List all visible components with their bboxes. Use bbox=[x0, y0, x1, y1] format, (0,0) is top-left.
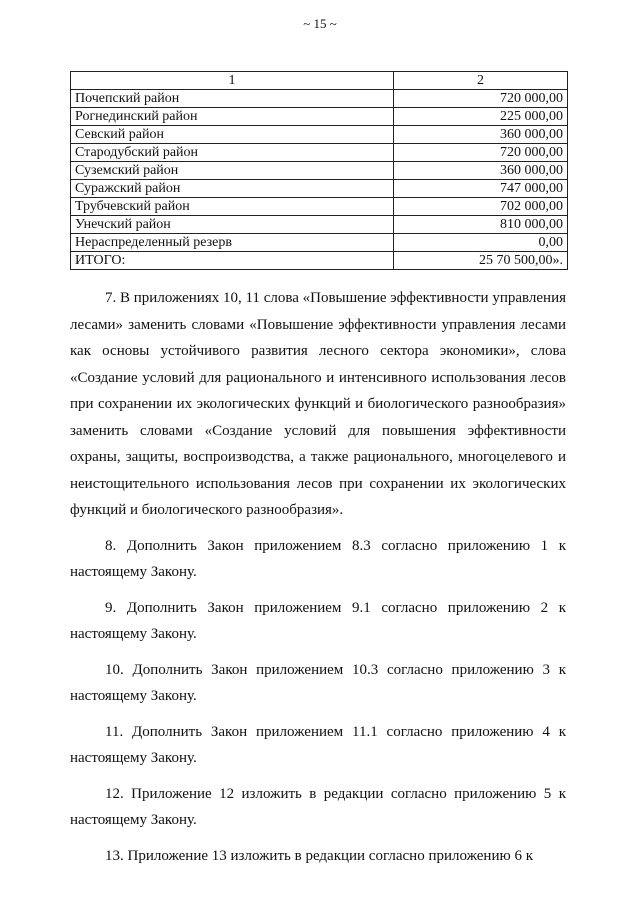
district-name: Унечский район bbox=[71, 216, 394, 234]
total-value: 25 70 500,00». bbox=[394, 252, 568, 270]
table-row bbox=[71, 126, 568, 144]
table-header-row bbox=[71, 72, 568, 90]
document-body bbox=[70, 285, 566, 869]
column-header-1: 1 bbox=[71, 72, 394, 90]
district-name: Рогнединский район bbox=[71, 108, 394, 126]
table-row bbox=[71, 108, 568, 126]
paragraph-9: 9. Дополнить Закон приложением 9.1 согласно приложению 2 к настоящему Закону. bbox=[70, 599, 566, 642]
amount-value: 810 000,00 bbox=[394, 216, 568, 234]
amount-value: 360 000,00 bbox=[394, 126, 568, 144]
table-row bbox=[71, 90, 568, 108]
district-name: Суражский район bbox=[71, 180, 394, 198]
paragraph-13: 13. Приложение 13 изложить в редакции согласно приложению 6 к bbox=[105, 847, 533, 864]
total-label: ИТОГО: bbox=[71, 252, 394, 270]
table-row bbox=[71, 216, 568, 234]
amount-value: 720 000,00 bbox=[394, 90, 568, 108]
amount-value: 720 000,00 bbox=[394, 144, 568, 162]
district-name: Суземский район bbox=[71, 162, 394, 180]
paragraph-10: 10. Дополнить Закон приложением 10.3 согласно приложению 3 к настоящему Закону. bbox=[70, 661, 566, 704]
paragraph-12: 12. Приложение 12 изложить в редакции согласно приложению 5 к настоящему Закону. bbox=[70, 785, 566, 828]
amount-value: 360 000,00 bbox=[394, 162, 568, 180]
paragraph-8: 8. Дополнить Закон приложением 8.3 согласно приложению 1 к настоящему Закону. bbox=[70, 537, 566, 580]
district-name: Трубчевский район bbox=[71, 198, 394, 216]
table-row bbox=[71, 144, 568, 162]
amount-value: 702 000,00 bbox=[394, 198, 568, 216]
table-row bbox=[71, 180, 568, 198]
total-row bbox=[71, 252, 568, 270]
reserve-value: 0,00 bbox=[394, 234, 568, 252]
amount-value: 747 000,00 bbox=[394, 180, 568, 198]
paragraph-7: 7. В приложениях 10, 11 слова «Повышение эффективности управления лесами» заменить словами «Повышение эффективности управления лесами как основы устойчивого развития лесного сектора экономики», слова «Создание условий для рационального и интенсивного использования лесов при сохранении их экологических функций и биологического разнообразия» заменить словами «Создание условий для повышения эффективности охраны, защиты, воспроизводства, а также рационального, многоцелевого и неистощительного использования лесов при сохранении их экологических функций и биологического разнообразия». bbox=[70, 290, 566, 518]
district-name: Севский район bbox=[71, 126, 394, 144]
table-row bbox=[71, 162, 568, 180]
page-number: ~ 15 ~ bbox=[303, 16, 337, 31]
district-name: Стародубский район bbox=[71, 144, 394, 162]
column-header-2: 2 bbox=[394, 72, 568, 90]
paragraph-11: 11. Дополнить Закон приложением 11.1 согласно приложению 4 к настоящему Закону. bbox=[70, 723, 566, 766]
table-row bbox=[71, 198, 568, 216]
district-name: Почепский район bbox=[71, 90, 394, 108]
amount-value: 225 000,00 bbox=[394, 108, 568, 126]
budget-table bbox=[70, 71, 568, 270]
table-row bbox=[71, 234, 568, 252]
reserve-name: Нераспределенный резерв bbox=[71, 234, 394, 252]
